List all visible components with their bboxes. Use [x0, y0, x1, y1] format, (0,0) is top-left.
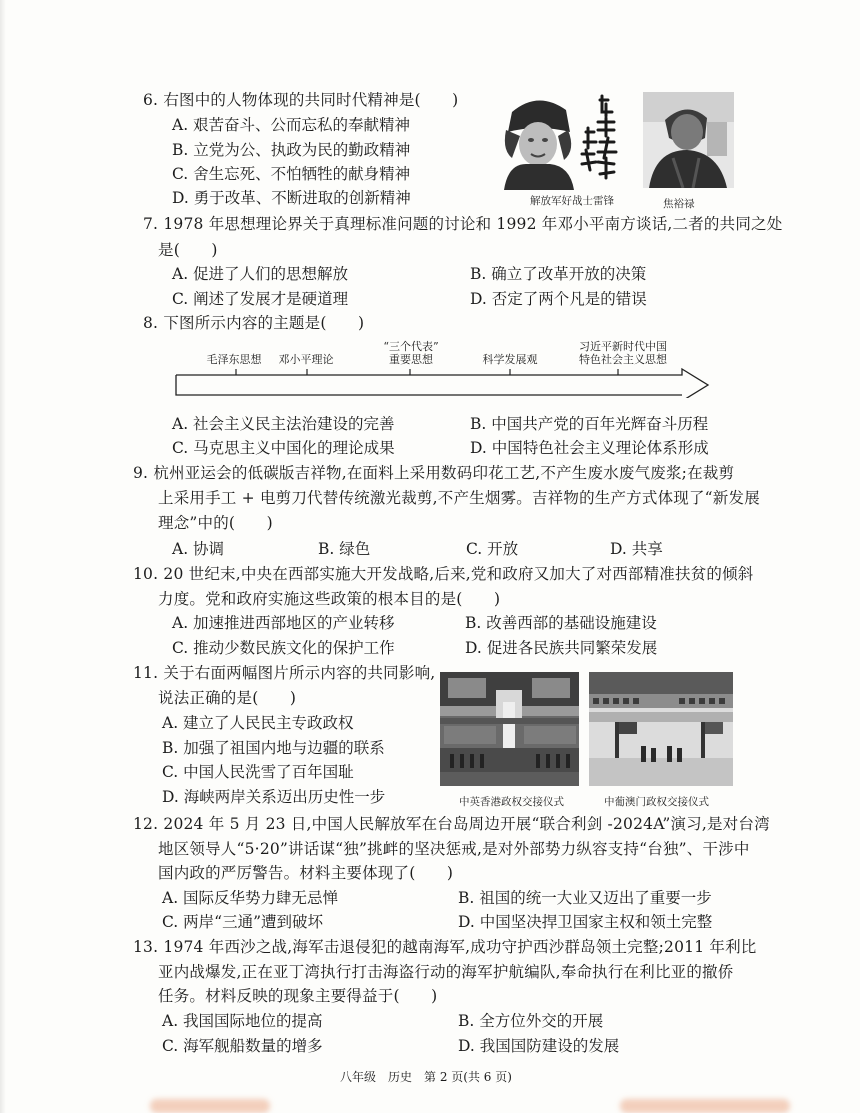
- q13-stem-line1: 13. 1974 年西沙之战,海军击退侵犯的越南海军,成功守护西沙群岛领土完整;2011 年利比: [133, 938, 757, 956]
- q8-option-b: B. 中国共产党的百年光辉奋斗历程: [470, 415, 709, 433]
- q9-option-b: B. 绿色: [318, 540, 371, 558]
- lei-feng-image: [498, 92, 624, 190]
- q9-option-c: C. 开放: [466, 540, 519, 558]
- jiao-yulu-caption: 焦裕禄: [663, 198, 695, 210]
- hong-kong-handover-photo: [440, 672, 579, 786]
- q6-option-a: A. 艰苦奋斗、公而忘私的奉献精神: [172, 116, 411, 134]
- q8-option-a: A. 社会主义民主法治建设的完善: [172, 415, 395, 433]
- q6-stem: 6. 右图中的人物体现的共同时代精神是( ): [143, 91, 459, 109]
- q12-option-a: A. 国际反华势力肆无忌惮: [162, 889, 339, 907]
- q8-option-d: D. 中国特色社会主义理论体系形成: [470, 439, 709, 457]
- q10-option-d: D. 促进各民族共同繁荣发展: [465, 639, 658, 657]
- timeline-label-deng: 邓小平理论: [278, 353, 334, 366]
- q8-option-c: C. 马克思主义中国化的理论成果: [172, 439, 395, 457]
- q10-stem-line1: 10. 20 世纪末,中央在西部实施大开发战略,后来,党和政府又加大了对西部精准扶贫的倾斜: [133, 565, 754, 583]
- timeline-label-mao: 毛泽东思想: [206, 353, 262, 366]
- lei-feng-caption: 解放军好战士雷锋: [530, 195, 614, 207]
- q11-option-d: D. 海峡两岸关系迈出历史性一步: [162, 788, 386, 806]
- q10-option-a: A. 加速推进西部地区的产业转移: [172, 614, 395, 632]
- scan-shadow: [0, 0, 6, 1113]
- page-footer: 八年级 历史 第 2 页(共 6 页): [340, 1070, 512, 1084]
- q7-option-c: C. 阐述了发展才是硬道理: [172, 290, 349, 308]
- q10-option-b: B. 改善西部的基础设施建设: [465, 614, 657, 632]
- q12-stem-line1: 12. 2024 年 5 月 23 日,中国人民解放军在台岛周边开展“联合利剑 -2024A”演习,是对台湾: [133, 815, 770, 833]
- q9-option-a: A. 协调: [172, 540, 225, 558]
- q10-option-c: C. 推动少数民族文化的保护工作: [172, 639, 395, 657]
- q6-option-c: C. 舍生忘死、不怕牺牲的献身精神: [172, 165, 411, 183]
- q12-option-d: D. 中国坚决捍卫国家主权和领土完整: [458, 913, 713, 931]
- q12-stem-line2: 地区领导人“5·20”讲话谋“独”挑衅的坚决惩戒,是对外部势力纵容支持“台独”、干涉中: [158, 840, 750, 858]
- hong-kong-caption: 中英香港政权交接仪式: [459, 796, 564, 808]
- q11-option-c: C. 中国人民洗雪了百年国耻: [162, 763, 354, 781]
- q9-stem-line2: 上采用手工 + 电剪刀代替传统激光裁剪,不产生烟雾。吉祥物的生产方式体现了“新发展: [158, 489, 760, 507]
- macau-handover-photo: [589, 672, 733, 786]
- q12-option-c: C. 两岸“三通”遭到破坏: [162, 913, 324, 931]
- q9-option-d: D. 共享: [610, 540, 663, 558]
- q13-stem-line2: 亚内战爆发,正在亚丁湾执行打击海盗行动的海军护航编队,奉命执行在利比亚的撤侨: [158, 963, 734, 981]
- q12-option-b: B. 祖国的统一大业又迈出了重要一步: [458, 889, 712, 907]
- q7-option-b: B. 确立了改革开放的决策: [470, 265, 647, 283]
- q13-stem-line3: 任务。材料反映的现象主要得益于( ): [158, 987, 438, 1005]
- q6-option-d: D. 勇于改革、不断进取的创新精神: [172, 189, 411, 207]
- timeline-label-three-represents: “三个代表” 重要思想: [383, 340, 439, 366]
- q7-stem-line1: 7. 1978 年思想理论界关于真理标准问题的讨论和 1992 年邓小平南方谈话,二者的共同之处: [143, 215, 783, 233]
- q13-option-b: B. 全方位外交的开展: [458, 1012, 604, 1030]
- q13-option-a: A. 我国国际地位的提高: [162, 1012, 323, 1030]
- q10-stem-line2: 力度。党和政府实施这些政策的根本目的是( ): [158, 590, 501, 608]
- q9-stem-line3: 理念”中的( ): [158, 514, 273, 532]
- scan-blot-right: [620, 1099, 790, 1113]
- jiao-yulu-image: [643, 92, 734, 188]
- timeline-label-scientific-outlook: 科学发展观: [482, 353, 538, 366]
- q11-stem-line2: 说法正确的是( ): [158, 689, 297, 707]
- q7-stem-line2: 是( ): [158, 241, 218, 259]
- theory-timeline: [172, 338, 712, 398]
- q12-stem-line3: 国内政的严厉警告。材料主要体现了( ): [158, 864, 454, 882]
- q7-option-a: A. 促进了人们的思想解放: [172, 265, 349, 283]
- q11-option-b: B. 加强了祖国内地与边疆的联系: [162, 739, 385, 757]
- q7-option-d: D. 否定了两个凡是的错误: [470, 290, 647, 308]
- timeline-label-xi-thought: 习近平新时代中国 特色社会主义思想: [579, 340, 667, 366]
- q8-stem: 8. 下图所示内容的主题是( ): [143, 314, 365, 332]
- macau-caption: 中葡澳门政权交接仪式: [604, 796, 709, 808]
- scan-blot-left: [150, 1099, 270, 1113]
- q13-option-c: C. 海军舰船数量的增多: [162, 1037, 323, 1055]
- q9-stem-line1: 9. 杭州亚运会的低碳版吉祥物,在面料上采用数码印花工艺,不产生废水废气废浆;在裁剪: [133, 464, 735, 482]
- q11-option-a: A. 建立了人民民主专政政权: [162, 714, 354, 732]
- q6-option-b: B. 立党为公、执政为民的勤政精神: [172, 141, 411, 159]
- q13-option-d: D. 我国国防建设的发展: [458, 1037, 620, 1055]
- q11-stem-line1: 11. 关于右面两幅图片所示内容的共同影响,: [133, 664, 436, 682]
